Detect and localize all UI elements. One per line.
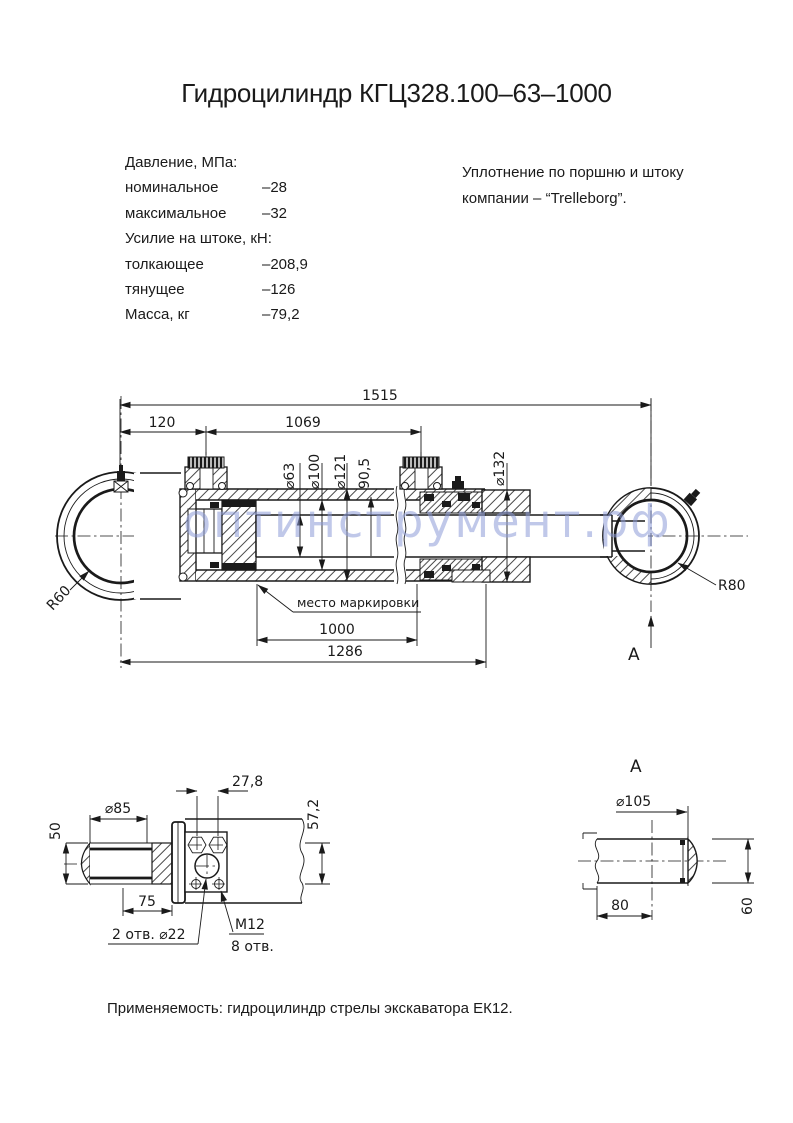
dim-1069: 1069: [285, 415, 321, 431]
rod-end-dimensions: [597, 794, 756, 920]
seal-note-line2: компании – “Trelleborg”.: [462, 190, 627, 207]
dim-1515: 1515: [362, 388, 398, 404]
watermark: оптинструмент.рф: [183, 494, 672, 548]
flange-plate: [172, 822, 185, 903]
spec-label: Масса, кг: [125, 306, 190, 324]
dim-1286: 1286: [327, 644, 363, 660]
dim-120: 120: [148, 415, 176, 431]
spec-label: Усилие на штоке, кН:: [125, 230, 272, 248]
dim-d132: ⌀132: [492, 450, 508, 486]
dim-r60: R60: [43, 582, 75, 614]
dim-50: 50: [48, 822, 64, 840]
dim-75: 75: [138, 894, 156, 910]
dim-27-8: 27,8: [232, 774, 264, 790]
dim-r80: R80: [718, 578, 746, 594]
spec-label: номинальное: [125, 179, 219, 197]
pin: [82, 843, 173, 884]
thread-count-label: 8 отв.: [231, 939, 274, 955]
marking-label: место маркировки: [297, 595, 420, 610]
dim-90-5: 90,5: [357, 457, 373, 489]
spec-label: толкающее: [125, 255, 204, 273]
spec-value: –208,9: [262, 255, 308, 273]
dim-80: 80: [611, 898, 629, 914]
dim-d85: ⌀85: [104, 801, 132, 817]
dim-60: 60: [740, 897, 756, 915]
thread-label: М12: [235, 917, 265, 933]
dim-d63: ⌀63: [282, 462, 298, 489]
drawing-title: Гидроцилиндр КГЦ328.100–63–1000: [181, 78, 612, 108]
spec-value: –32: [262, 204, 288, 222]
port-1: [185, 457, 227, 490]
spec-label: тянущее: [125, 281, 185, 299]
dim-1000: 1000: [319, 622, 355, 638]
dim-d121: ⌀121: [333, 453, 349, 489]
dim-d105: ⌀105: [616, 794, 652, 810]
view-arrow-label: А: [628, 645, 640, 665]
view-a-label: А: [630, 757, 642, 777]
detail-pin-view: [48, 774, 330, 955]
spec-value: –126: [262, 281, 296, 299]
detail-view-a: [578, 757, 756, 920]
applicability-note: Применяемость: гидроцилиндр стрелы экскаватора ЕК12.: [107, 1000, 513, 1017]
spec-label: Давление, МПа:: [125, 154, 238, 171]
holes-label: 2 отв. ⌀22: [112, 927, 186, 943]
spec-value: –79,2: [262, 306, 300, 324]
seal-note-line1: Уплотнение по поршню и штоку: [462, 164, 684, 181]
spec-label: максимальное: [125, 204, 227, 222]
dim-57-2: 57,2: [306, 798, 322, 830]
spec-value: –28: [262, 179, 288, 197]
dim-d100: ⌀100: [307, 453, 323, 489]
bolt-block: [185, 832, 227, 892]
grease-fitting-left: [114, 465, 128, 492]
